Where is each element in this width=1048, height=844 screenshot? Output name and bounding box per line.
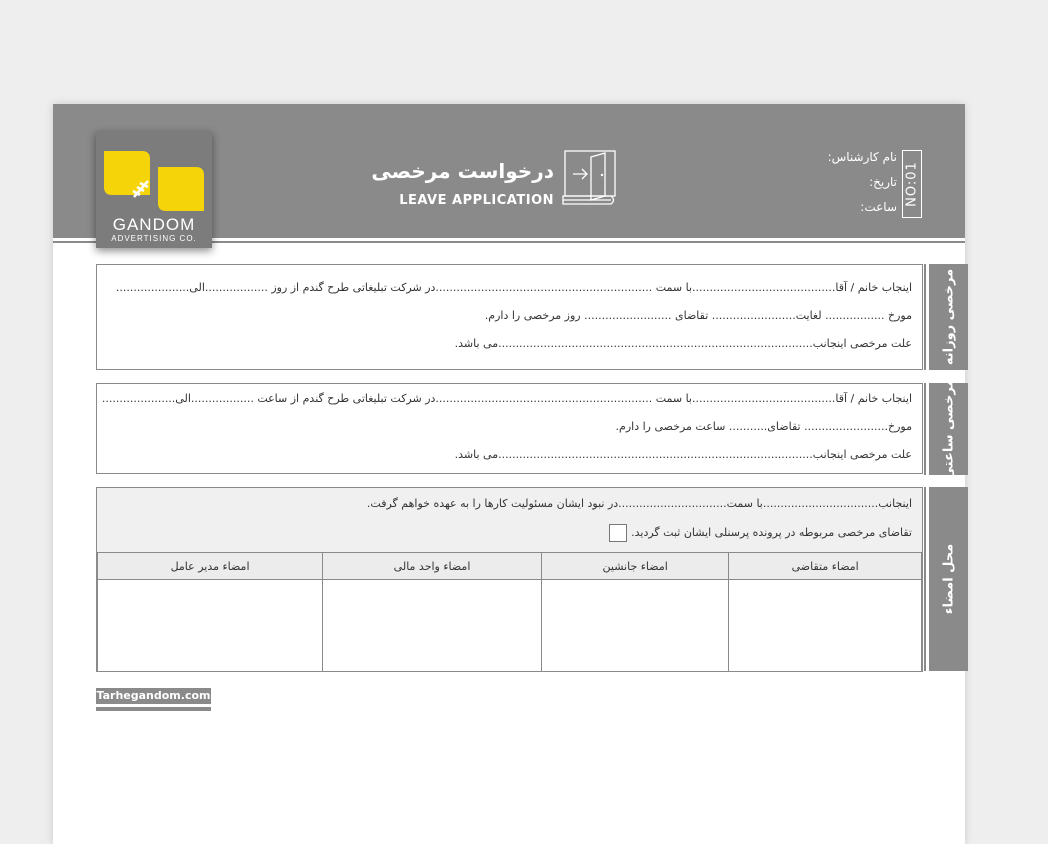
logo-subtitle: ADVERTISING CO.: [111, 234, 197, 243]
form-title-persian: درخواست مرخصی: [371, 159, 554, 183]
tab-signature: محل امضاء: [926, 487, 968, 671]
time-label: ساعت:: [860, 200, 897, 214]
wheat-leaf-icon: [104, 151, 204, 215]
col-ceo: امضاء مدیر عامل: [98, 553, 323, 580]
sign-cell-ceo[interactable]: [98, 580, 323, 672]
tab-hourly-leave: مرخصی ساعتی: [926, 383, 968, 475]
col-finance: امضاء واحد مالی: [323, 553, 542, 580]
expert-name-label: نام کارشناس:: [827, 150, 897, 164]
col-substitute: امضاء جانشین: [541, 553, 728, 580]
sign-cell-substitute[interactable]: [541, 580, 728, 672]
footer-rule: [96, 707, 211, 711]
daily-line-3[interactable]: علت مرخصی اینجانب..........................................................................................می باشد.: [454, 337, 912, 350]
daily-line-1[interactable]: اینجاب خانم / آقا.........................................با سمت ..............................................................در شرکت تبلیغاتی طرح گندم از روز ..................الی.....................: [115, 281, 912, 294]
sign-cell-finance[interactable]: [323, 580, 542, 672]
daily-leave-section: [96, 264, 923, 370]
company-logo: [96, 131, 212, 248]
signature-table: [97, 552, 922, 672]
hourly-line-2[interactable]: مورخ........................ تقاضای........... ساعت مرخصی را دارم.: [615, 420, 912, 433]
website-label: Tarhegandom.com: [96, 689, 211, 702]
form-title-english: LEAVE APPLICATION: [399, 193, 554, 208]
sign-cell-applicant[interactable]: [729, 580, 922, 672]
hourly-line-3[interactable]: علت مرخصی اینجانب..........................................................................................می باشد.: [454, 448, 912, 461]
logo-name: GANDOM: [112, 215, 196, 234]
hourly-line-1[interactable]: اینجاب خانم / آقا.........................................با سمت ..............................................................در شرکت تبلیغاتی طرح گندم از ساعت ..................الی.....................: [101, 392, 912, 405]
record-checkbox[interactable]: [609, 524, 627, 542]
record-text: تقاضای مرخصی مربوطه در پرونده پرسنلی ایشان ثبت گردید.: [631, 526, 912, 539]
date-label: تاریخ:: [869, 175, 897, 189]
daily-line-2[interactable]: مورخ ................. لغایت........................ تقاضای ......................... روز مرخصی را دارم.: [484, 309, 912, 322]
form-number: NO:01: [902, 150, 922, 218]
door-exit-icon: [561, 150, 619, 210]
hourly-leave-section: [96, 383, 923, 474]
record-line: [609, 524, 912, 542]
substitute-line[interactable]: اینجانب.................................با سمت...............................در نبود ایشان مسئولیت کارها را به عهده خواهم گرفت.: [366, 497, 912, 510]
form-paper: [53, 104, 965, 844]
col-applicant: امضاء متقاضی: [729, 553, 922, 580]
tab-daily-leave: مرخصی روزانه: [926, 264, 968, 370]
signature-section: [96, 487, 923, 672]
